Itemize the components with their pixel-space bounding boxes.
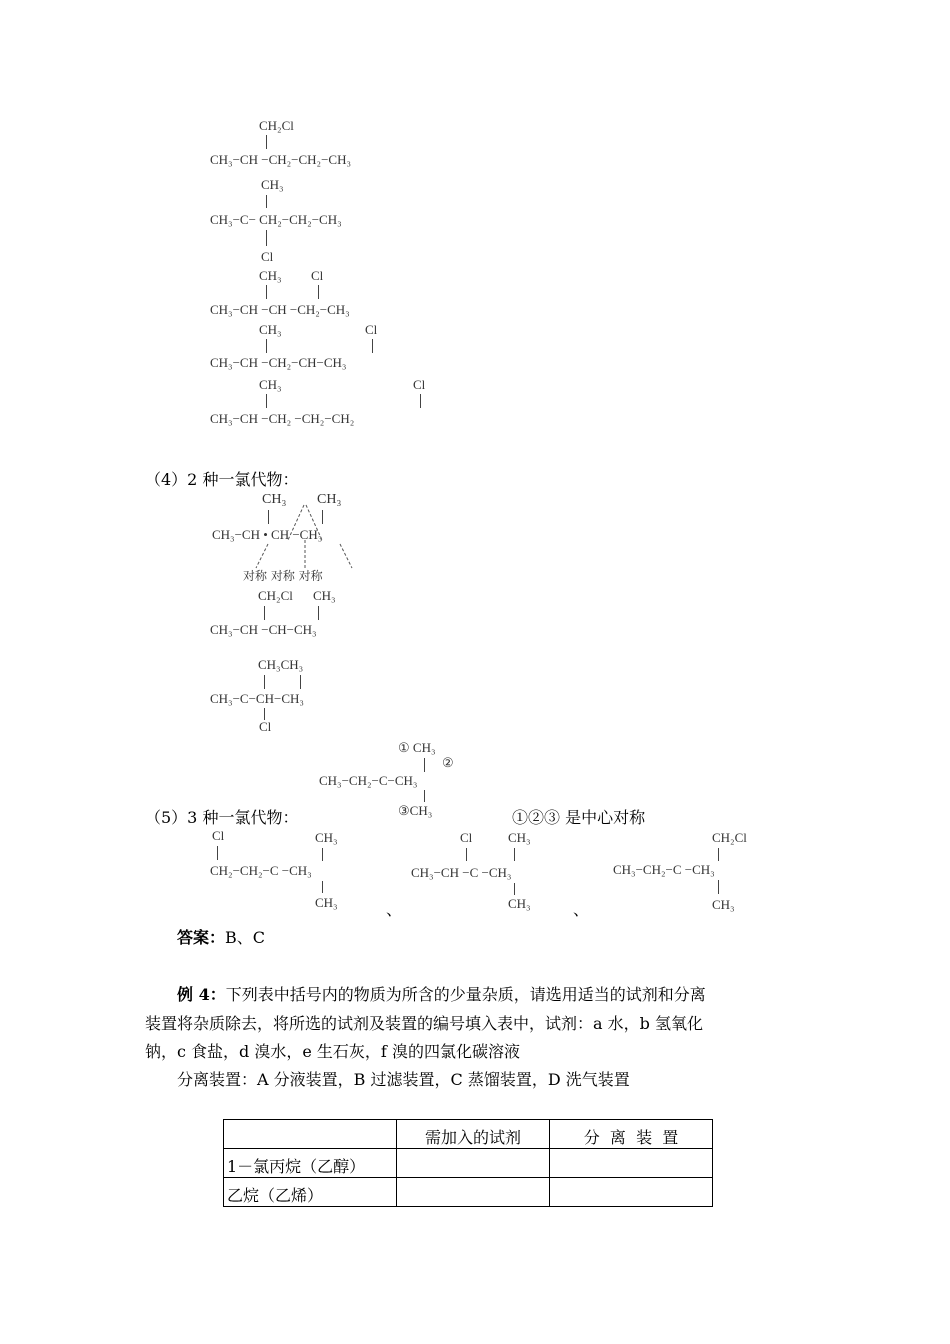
bond [318,285,319,299]
formula-2-bottom: Cl [261,249,274,264]
formula-3-top1: CH₃ [259,268,282,283]
table-row [224,1178,713,1207]
bond [322,881,323,893]
formula-5-top2: Cl [413,377,426,392]
answer-table [223,1119,713,1207]
s4-f2-top: CH₃CH₃ [258,657,304,672]
example-4-line-2: 装置将杂质除去，将所选的试剂及装置的编号填入表中，试剂：a 水，b 氢氧化 [145,1014,703,1033]
formula-1-main: CH₃−CH −CH₂−CH₂−CH₃ [210,152,352,167]
s5-f1-main: CH₂−CH₂−C −CH₃ [210,863,312,878]
table-cell: 1－氯丙烷（乙醇） [224,1149,397,1178]
example-4-line-1: 例 4：下列表中括号内的物质为所含的少量杂质，请选用适当的试剂和分离 [177,985,706,1004]
s5-f3-main: CH₃−CH₂−C −CH₃ [613,862,715,877]
answer-value: B、C [225,928,266,947]
s5-f2-top1: Cl [460,830,473,845]
bond [514,848,515,861]
sym-top1: CH₃ [262,492,287,507]
center-top: ① CH₃ [398,740,436,755]
s5-f1-bottom: CH₃ [315,895,338,910]
table-cell: 乙烷（乙烯） [224,1178,397,1207]
bond [424,758,425,772]
bond [372,339,373,353]
table-input-cell[interactable] [550,1149,713,1178]
example-4-line-3: 钠，c 食盐，d 溴水，e 生石灰，f 溴的四氯化碳溶液 [145,1042,520,1061]
formula-5-main: CH₃−CH −CH₂ −CH₂−CH₂ [210,411,355,426]
table-header-cell: 需加入的试剂 [397,1120,550,1149]
table-input-cell[interactable] [397,1178,550,1207]
table-header-cell: 分 离 装 置 [550,1120,713,1149]
bond [266,135,267,149]
example-4-label: 例 4： [177,985,226,1004]
section-4-label: （4）2 种一氯代物： [145,470,299,489]
s5-f2-main: CH₃−CH −C −CH₃ [411,865,512,880]
formula-1-top: CH₂Cl [259,118,294,133]
formula-3-main: CH₃−CH −CH −CH₂−CH₃ [210,302,350,317]
center-right-num: ② [442,755,454,770]
sym-main: CH₃−CH • CH −CH₃ [212,527,323,542]
answer-label: 答案： [177,928,226,947]
bond [322,848,323,861]
bond [318,606,319,620]
center-bottom: ③CH₃ [398,803,433,818]
table-input-cell[interactable] [397,1149,550,1178]
answer-line [177,928,265,948]
bond [266,195,267,208]
formula-5-top1: CH₃ [259,377,282,392]
bond [266,339,267,353]
s5-f3-top: CH₂Cl [712,830,747,845]
bond [420,394,421,408]
section-5-note: ①②③ 是中心对称 [512,808,646,827]
separator-2: 、 [573,900,590,919]
formula-2-top: CH₃ [261,177,284,192]
table-header-cell [224,1120,397,1149]
s5-f2-top2: CH₃ [508,830,531,845]
bond [217,846,218,860]
s4-f2-bottom: Cl [259,719,272,734]
bond [266,230,267,246]
bond [718,848,719,861]
table-input-cell[interactable] [550,1178,713,1207]
table-header-row [224,1120,713,1149]
s5-f1-top2: CH₃ [315,830,338,845]
formula-4-top2: Cl [365,322,378,337]
separator-1: 、 [386,900,403,919]
bond [266,394,267,408]
section-5-label: （5）3 种一氯代物： [145,808,299,827]
bond [266,285,267,299]
formula-4-top1: CH₃ [259,322,282,337]
s4-f2-main: CH₃−C−CH−CH₃ [210,691,304,706]
s4-f1-top1: CH₂Cl [258,588,293,603]
s5-f1-top1: Cl [212,828,225,843]
s5-f3-bottom: CH₃ [712,897,735,912]
bond [718,880,719,894]
bond [264,606,265,620]
bond [466,848,467,861]
example-4-line-4: 分离装置：A 分液装置，B 过滤装置，C 蒸馏装置，D 洗气装置 [177,1070,630,1089]
formula-2-main: CH₃−C− CH₂−CH₂−CH₃ [210,212,342,227]
formula-4-main: CH₃−CH −CH₂−CH−CH₃ [210,355,347,370]
table-row [224,1149,713,1178]
bond [424,790,425,802]
s5-f2-bottom: CH₃ [508,896,531,911]
bond [300,675,301,689]
bond [264,675,265,689]
s4-f1-main: CH₃−CH −CH−CH₃ [210,622,317,637]
sym-top2: CH₃ [317,492,342,507]
formula-3-top2: Cl [311,268,324,283]
s4-f1-top2: CH₃ [313,588,336,603]
bond [514,883,515,895]
sym-labels: 对称 对称 对称 [243,569,323,583]
center-main: CH₃−CH₂−C−CH₃ [319,773,418,788]
